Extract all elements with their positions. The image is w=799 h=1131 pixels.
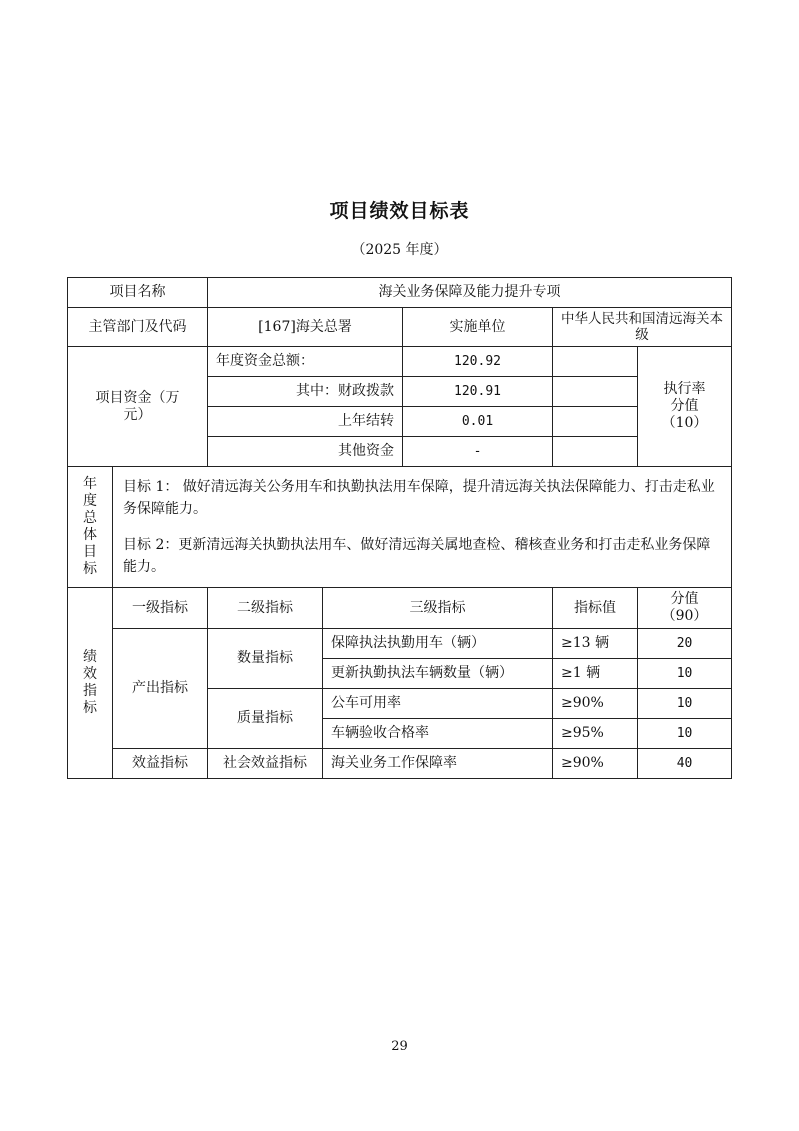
- benefit-indicator-label: 效益指标: [113, 749, 208, 779]
- funds-other-label: 其他资金: [208, 437, 403, 467]
- header-level3: 三级指标: [323, 588, 553, 629]
- header-level1: 一级指标: [113, 588, 208, 629]
- funds-total-value: 120.92: [403, 347, 553, 377]
- indicator-score: 10: [638, 689, 732, 719]
- dept-row: [68, 308, 732, 347]
- indicator-name: 更新执勤执法车辆数量（辆）: [323, 659, 553, 689]
- goals-row: [68, 467, 732, 588]
- funds-fiscal-value: 120.91: [403, 377, 553, 407]
- quality-indicator-label: 质量指标: [208, 689, 323, 749]
- page-number: 29: [391, 1039, 408, 1054]
- indicators-label: 绩效指标: [68, 588, 113, 779]
- funds-total-label: 年度资金总额：: [208, 347, 403, 377]
- indicator-value: ≥90%: [553, 749, 638, 779]
- goals-content: [113, 467, 732, 588]
- indicator-name: 公车可用率: [323, 689, 553, 719]
- funds-blank: [553, 407, 638, 437]
- indicator-score: 10: [638, 719, 732, 749]
- output-indicator-label: 产出指标: [113, 629, 208, 749]
- header-level2: 二级指标: [208, 588, 323, 629]
- funds-other-value: -: [403, 437, 553, 467]
- indicator-row: [68, 749, 732, 779]
- indicator-score: 20: [638, 629, 732, 659]
- indicator-value: ≥95%: [553, 719, 638, 749]
- project-name-row: [68, 278, 732, 308]
- indicator-score: 10: [638, 659, 732, 689]
- indicator-row: [68, 629, 732, 659]
- project-name-value: 海关业务保障及能力提升专项: [208, 278, 732, 308]
- funds-fiscal-label: 其中：财政拨款: [208, 377, 403, 407]
- indicator-name: 保障执法执勤用车（辆）: [323, 629, 553, 659]
- funds-blank: [553, 437, 638, 467]
- header-score: 分值（90）: [638, 588, 732, 629]
- unit-value: 中华人民共和国清远海关本级: [553, 308, 732, 347]
- funds-carryover-label: 上年结转: [208, 407, 403, 437]
- unit-label: 实施单位: [403, 308, 553, 347]
- project-name-label: 项目名称: [68, 278, 208, 308]
- indicator-name: 车辆验收合格率: [323, 719, 553, 749]
- indicator-value: ≥1 辆: [553, 659, 638, 689]
- quantity-indicator-label: 数量指标: [208, 629, 323, 689]
- indicator-score: 40: [638, 749, 732, 779]
- exec-rate-label: 执行率分值（10）: [638, 347, 732, 467]
- social-benefit-label: 社会效益指标: [208, 749, 323, 779]
- page-subtitle: （2025 年度）: [351, 242, 448, 258]
- indicator-value: ≥90%: [553, 689, 638, 719]
- header-value: 指标值: [553, 588, 638, 629]
- funds-row: [68, 347, 732, 377]
- indicator-name: 海关业务工作保障率: [323, 749, 553, 779]
- goal-2: 目标 2：更新清远海关执勤执法用车、做好清远海关属地查检、稽核查业务和打击走私业务保障能力。: [123, 537, 711, 575]
- funds-blank: [553, 377, 638, 407]
- page-title: 项目绩效目标表: [329, 200, 470, 222]
- funds-carryover-value: 0.01: [403, 407, 553, 437]
- performance-target-table: [67, 277, 732, 779]
- indicator-value: ≥13 辆: [553, 629, 638, 659]
- funds-label: 项目资金（万元）: [68, 347, 208, 467]
- dept-value: [167]海关总署: [208, 308, 403, 347]
- indicator-header-row: [68, 588, 732, 629]
- dept-label: 主管部门及代码: [68, 308, 208, 347]
- goal-1: 目标 1： 做好清远海关公务用车和执勤执法用车保障，提升清远海关执法保障能力、打击走私业务保障能力。: [123, 479, 715, 517]
- funds-blank: [553, 347, 638, 377]
- goals-label: 年度总体目标: [68, 467, 113, 588]
